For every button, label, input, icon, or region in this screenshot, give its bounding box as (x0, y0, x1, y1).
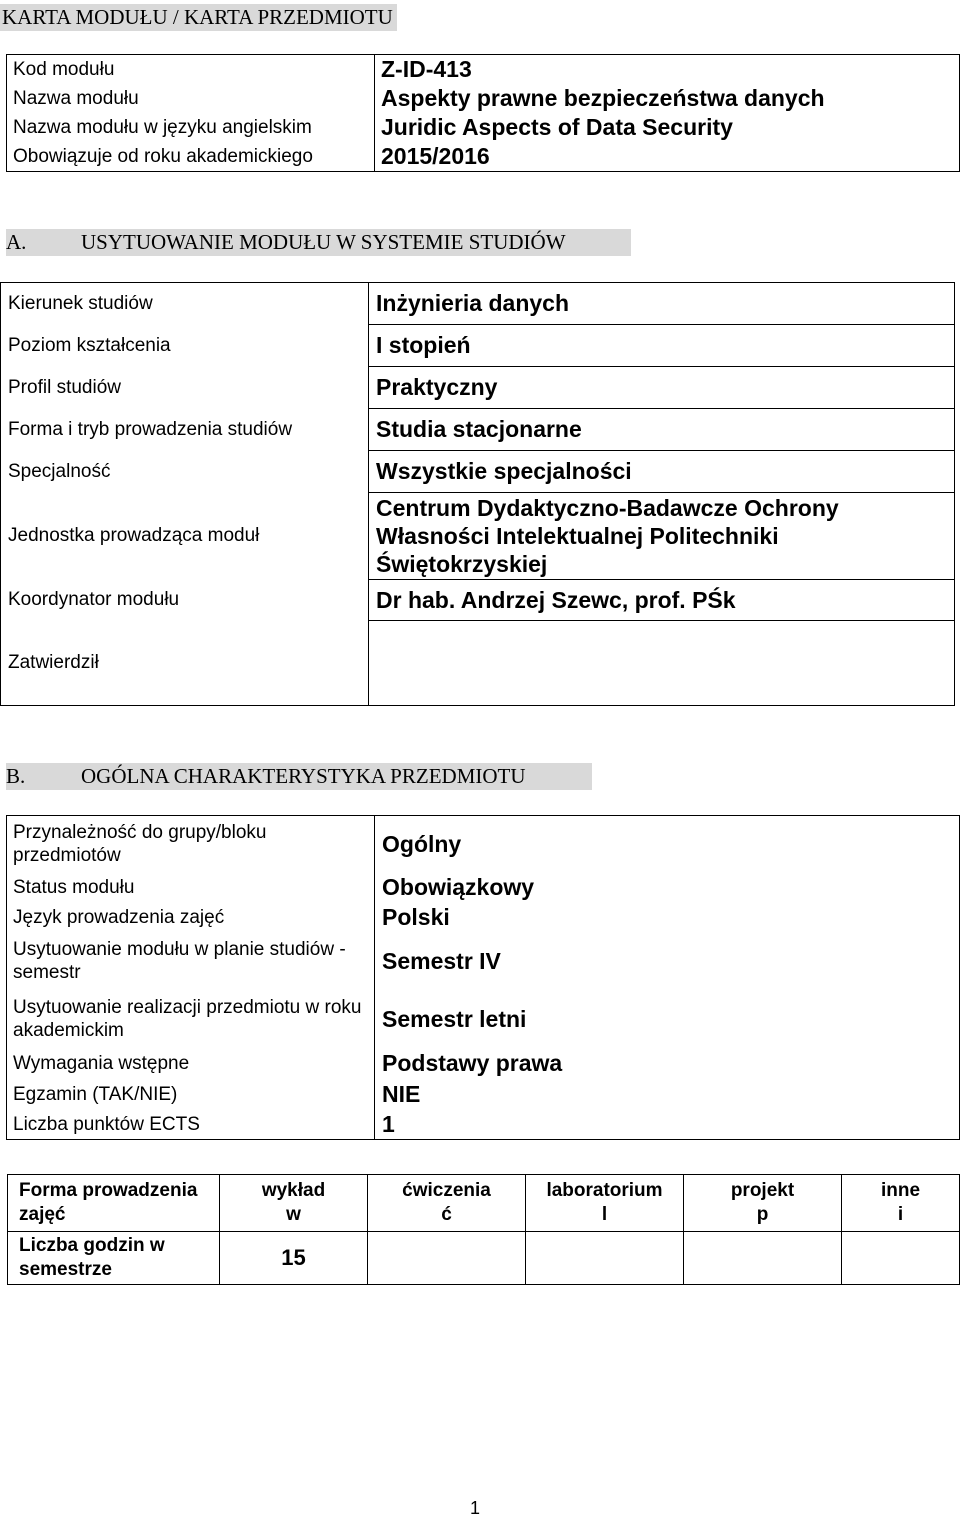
section-b-row (7, 1048, 960, 1079)
column-name: ćwiczenia (402, 1180, 491, 1201)
section-b-row (7, 902, 960, 932)
ects-label: Liczba punktów ECTS (7, 1109, 375, 1140)
column-name: inne (880, 1180, 921, 1201)
section-b-heading (6, 763, 592, 790)
section-a-row (1, 409, 955, 451)
semester-label: Usytuowanie modułu w planie studiów - semestr (7, 932, 375, 990)
column-header (526, 1175, 684, 1232)
group-value: Ogólny (375, 816, 960, 873)
section-a-row (1, 451, 955, 493)
unit-label: Jednostka prowadząca moduł (1, 493, 369, 580)
section-b-row (7, 816, 960, 873)
study-form-label: Forma i tryb prowadzenia studiów (1, 409, 369, 451)
status-label: Status modułu (7, 872, 375, 902)
group-label: Przynależność do grupy/bloku przedmiotów (7, 816, 375, 873)
section-b-row (7, 1109, 960, 1140)
education-level-label: Poziom kształcenia (1, 325, 369, 367)
section-a-row (1, 580, 955, 621)
page-number: 1 (469, 1498, 480, 1518)
module-name-en-label: Nazwa modułu w języku angielskim (7, 113, 375, 142)
study-profile-value: Praktyczny (369, 367, 955, 409)
column-abbr: p (756, 1204, 769, 1225)
hours-value (526, 1232, 684, 1285)
section-a-heading (6, 229, 631, 256)
hours-value: 15 (220, 1232, 368, 1285)
column-abbr: l (601, 1204, 608, 1225)
section-b-row (7, 872, 960, 902)
column-name: laboratorium (546, 1180, 663, 1201)
approved-label: Zatwierdził (1, 621, 369, 706)
module-info-row (7, 142, 960, 172)
section-a-table (0, 282, 955, 706)
coordinator-value: Dr hab. Andrzej Szewc, prof. PŚk (369, 580, 955, 621)
section-b-title: OGÓLNA CHARAKTERYSTYKA PRZEDMIOTU (81, 764, 526, 788)
section-b-row (7, 990, 960, 1048)
section-b-row (7, 932, 960, 990)
module-info-table (6, 54, 960, 172)
prerequisites-value: Podstawy prawa (375, 1048, 960, 1079)
hours-header-row (8, 1175, 960, 1232)
semester-value: Semestr IV (375, 932, 960, 990)
exam-value: NIE (375, 1079, 960, 1109)
valid-from-label: Obowiązuje od roku akademickiego (7, 142, 375, 172)
section-b-letter: B. (6, 764, 26, 788)
hours-value (842, 1232, 960, 1285)
approved-value (369, 621, 955, 706)
column-abbr: i (897, 1204, 904, 1225)
section-a-row (1, 283, 955, 325)
column-header (368, 1175, 526, 1232)
specialty-label: Specjalność (1, 451, 369, 493)
term-value: Semestr letni (375, 990, 960, 1048)
column-header (684, 1175, 842, 1232)
valid-from-value: 2015/2016 (375, 142, 960, 172)
module-info-row (7, 113, 960, 142)
hours-values-row (8, 1232, 960, 1285)
exam-label: Egzamin (TAK/NIE) (7, 1079, 375, 1109)
column-name: wykład (261, 1180, 326, 1201)
field-of-study-label: Kierunek studiów (1, 283, 369, 325)
status-value: Obowiązkowy (375, 872, 960, 902)
class-form-label: Forma prowadzenia zajęć (8, 1175, 220, 1232)
section-a-row (1, 493, 955, 580)
education-level-value: I stopień (369, 325, 955, 367)
language-value: Polski (375, 902, 960, 932)
section-a-row (1, 367, 955, 409)
section-a-title: USYTUOWANIE MODUŁU W SYSTEMIE STUDIÓW (81, 230, 566, 254)
section-a-row (1, 621, 955, 706)
section-b-row (7, 1079, 960, 1109)
module-info-row (7, 55, 960, 85)
module-code-label: Kod modułu (7, 55, 375, 85)
study-form-value: Studia stacjonarne (369, 409, 955, 451)
specialty-value: Wszystkie specjalności (369, 451, 955, 493)
section-b-table (6, 815, 960, 1140)
language-label: Język prowadzenia zajęć (7, 902, 375, 932)
module-name-value: Aspekty prawne bezpieczeństwa danych (375, 84, 960, 113)
hours-table (7, 1174, 960, 1285)
module-code-value: Z-ID-413 (375, 55, 960, 85)
column-header (842, 1175, 960, 1232)
field-of-study-value: Inżynieria danych (369, 283, 955, 325)
study-profile-label: Profil studiów (1, 367, 369, 409)
hours-label: Liczba godzin w semestrze (8, 1232, 220, 1285)
column-abbr: w (286, 1204, 301, 1225)
term-label: Usytuowanie realizacji przedmiotu w roku akademickim (7, 990, 375, 1048)
ects-value: 1 (375, 1109, 960, 1140)
coordinator-label: Koordynator modułu (1, 580, 369, 621)
prerequisites-label: Wymagania wstępne (7, 1048, 375, 1079)
hours-value (684, 1232, 842, 1285)
section-a-letter: A. (6, 230, 27, 254)
document-title: KARTA MODUŁU / KARTA PRZEDMIOTU (0, 4, 397, 31)
unit-value: Centrum Dydaktyczno-Badawcze Ochrony Własności Intelektualnej Politechniki Świętokrzyskiej (369, 493, 955, 580)
column-header (220, 1175, 368, 1232)
hours-value (368, 1232, 526, 1285)
section-a-row (1, 325, 955, 367)
module-name-en-value: Juridic Aspects of Data Security (375, 113, 960, 142)
column-name: projekt (730, 1180, 795, 1201)
column-abbr: ć (441, 1204, 452, 1225)
module-info-row (7, 84, 960, 113)
module-name-label: Nazwa modułu (7, 84, 375, 113)
